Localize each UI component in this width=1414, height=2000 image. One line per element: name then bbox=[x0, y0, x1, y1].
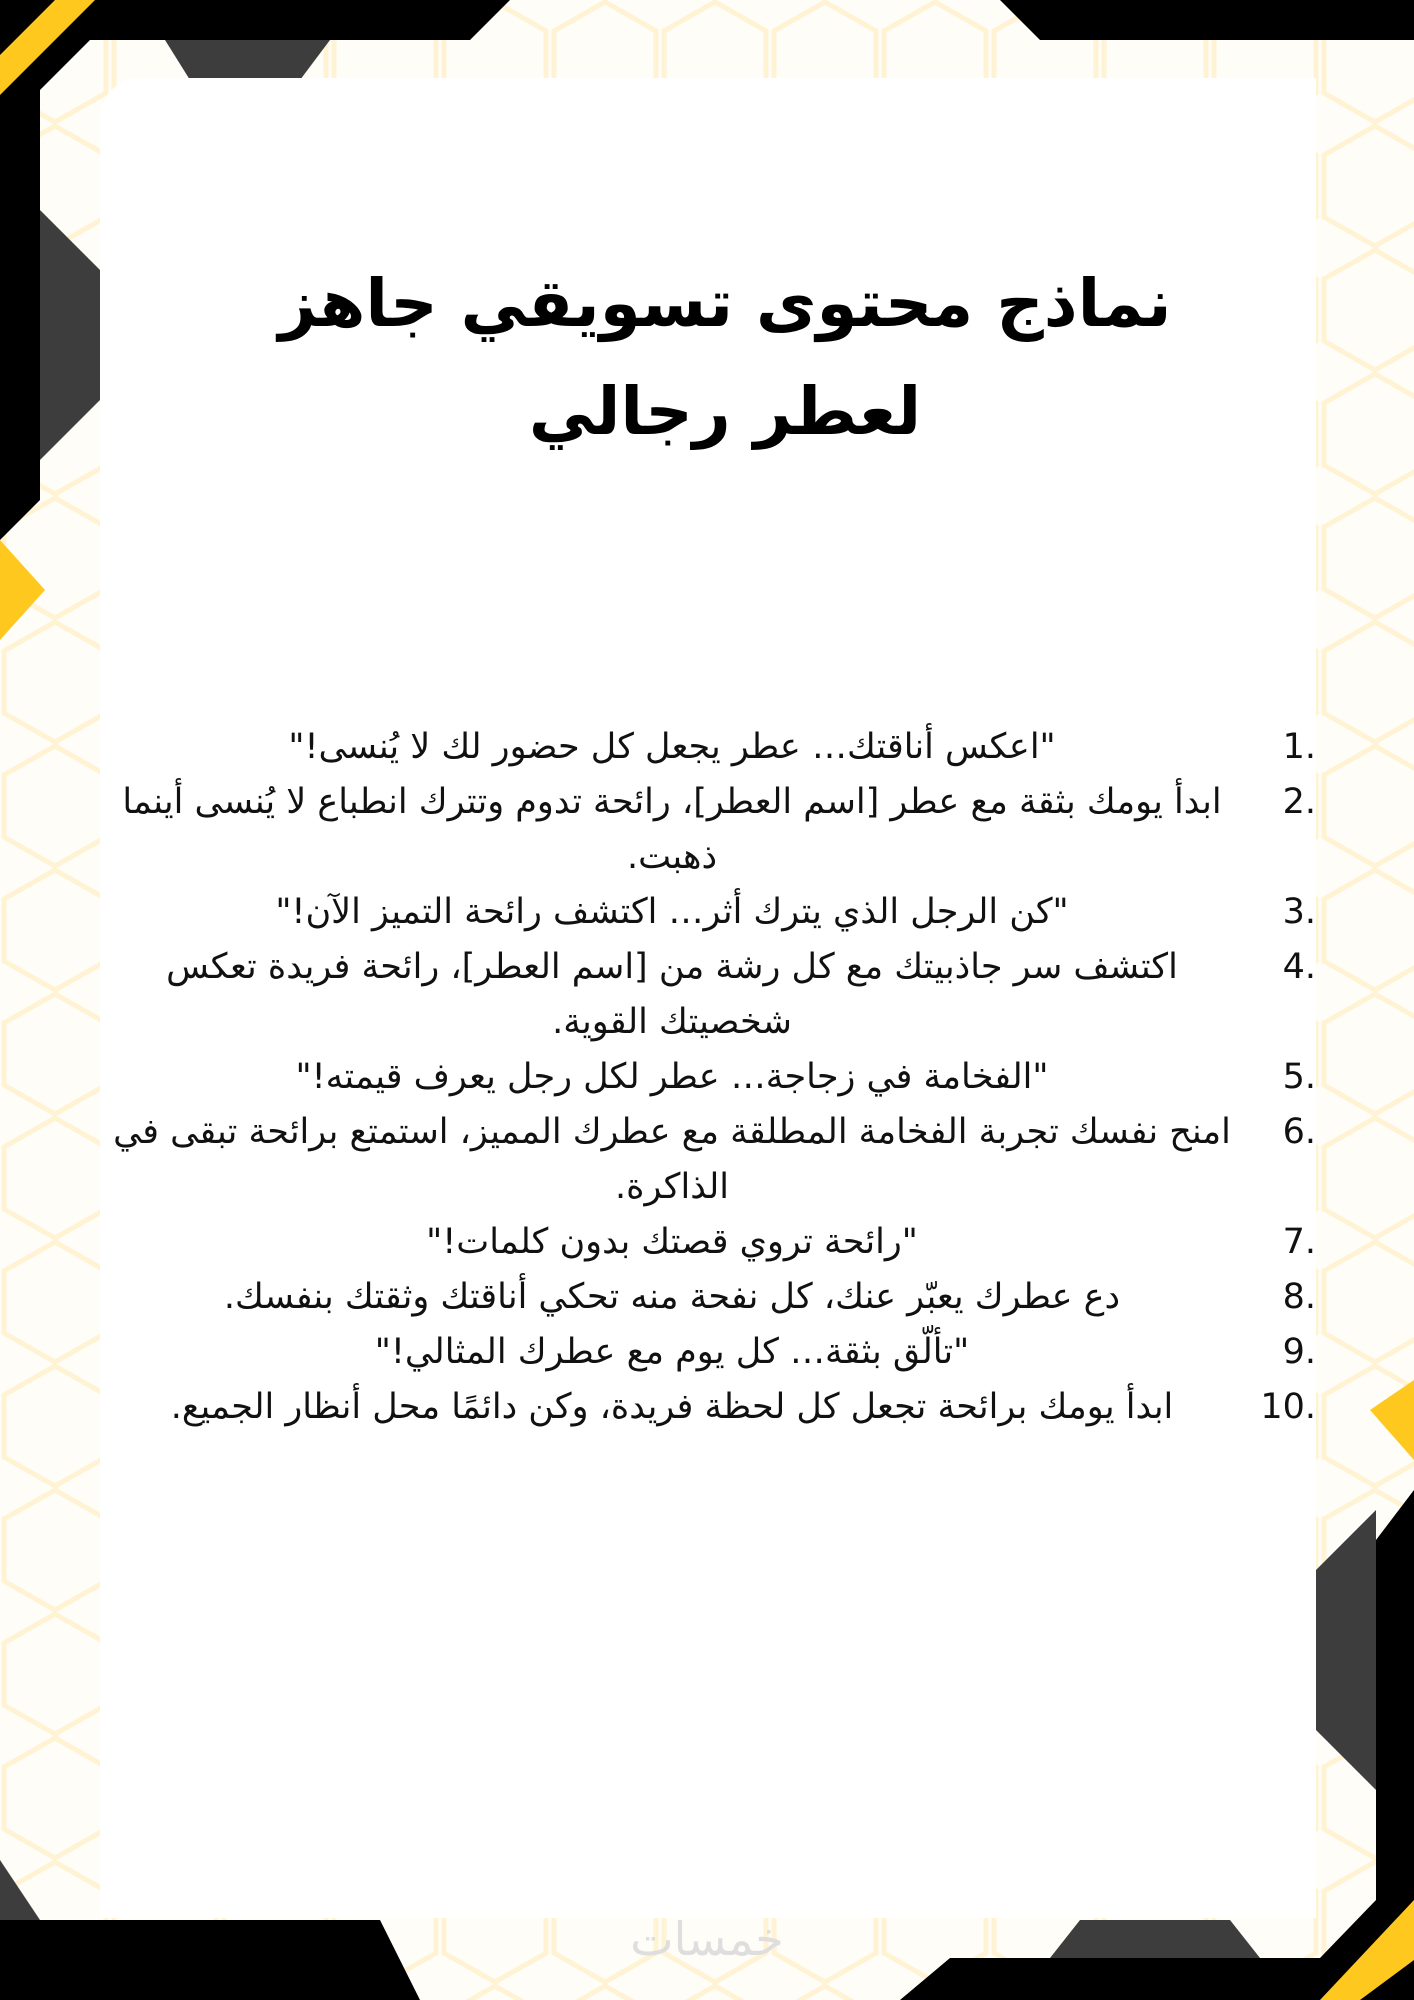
item-number: 10. bbox=[1260, 1387, 1316, 1427]
item-text: "الفخامة في زجاجة… عطر لكل رجل يعرف قيمته!" bbox=[295, 1057, 1049, 1097]
list-item bbox=[100, 720, 1316, 775]
item-number: 6. bbox=[1282, 1112, 1316, 1152]
gray-block-bottom bbox=[1050, 1920, 1260, 1958]
item-number: 5. bbox=[1282, 1057, 1316, 1097]
list-item bbox=[100, 885, 1316, 940]
watermark-logo: خمسات bbox=[630, 1912, 784, 1966]
item-number: 7. bbox=[1282, 1222, 1316, 1262]
list-item bbox=[100, 1325, 1316, 1380]
list-item bbox=[100, 775, 1316, 885]
item-number: 1. bbox=[1282, 727, 1316, 767]
item-number: 8. bbox=[1282, 1277, 1316, 1317]
item-text: "رائحة تروي قصتك بدون كلمات!" bbox=[426, 1222, 918, 1262]
item-text: "تألّق بثقة… كل يوم مع عطرك المثالي!" bbox=[374, 1332, 970, 1372]
list-item bbox=[100, 1050, 1316, 1105]
item-number: 9. bbox=[1282, 1332, 1316, 1372]
item-number: 3. bbox=[1282, 892, 1316, 932]
marketing-phrases-list bbox=[100, 720, 1316, 1435]
item-number: 4. bbox=[1282, 947, 1316, 987]
list-item bbox=[100, 1105, 1316, 1215]
item-text: "كن الرجل الذي يترك أثر… اكتشف رائحة التميز الآن!" bbox=[275, 892, 1069, 932]
page-title: نماذج محتوى تسويقي جاهز لعطر رجالي bbox=[278, 265, 1172, 450]
item-text: اكتشف سر جاذبيتك مع كل رشة من [اسم العطر]، رائحة فريدة تعكس شخصيتك القوية. bbox=[166, 947, 1178, 1042]
list-item bbox=[100, 1380, 1316, 1435]
frame-edge-bottom-left bbox=[0, 1920, 420, 2000]
list-item bbox=[100, 1270, 1316, 1325]
item-text: ابدأ يومك بثقة مع عطر [اسم العطر]، رائحة تدوم وتترك انطباع لا يُنسى أينما ذهبت. bbox=[122, 782, 1222, 877]
item-number: 2. bbox=[1282, 782, 1316, 822]
item-text: "اعكس أناقتك… عطر يجعل كل حضور لك لا يُنسى!" bbox=[288, 727, 1056, 767]
frame-edge-top-right bbox=[1000, 0, 1414, 40]
item-text: امنح نفسك تجربة الفخامة المطلقة مع عطرك المميز، استمتع برائحة تبقى في الذاكرة. bbox=[113, 1112, 1231, 1207]
item-text: ابدأ يومك برائحة تجعل كل لحظة فريدة، وكن دائمًا محل أنظار الجميع. bbox=[170, 1387, 1174, 1427]
list-item bbox=[100, 940, 1316, 1050]
item-text: دع عطرك يعبّر عنك، كل نفحة منه تحكي أناقتك وثقتك بنفسك. bbox=[223, 1277, 1121, 1317]
list-item bbox=[100, 1215, 1316, 1270]
